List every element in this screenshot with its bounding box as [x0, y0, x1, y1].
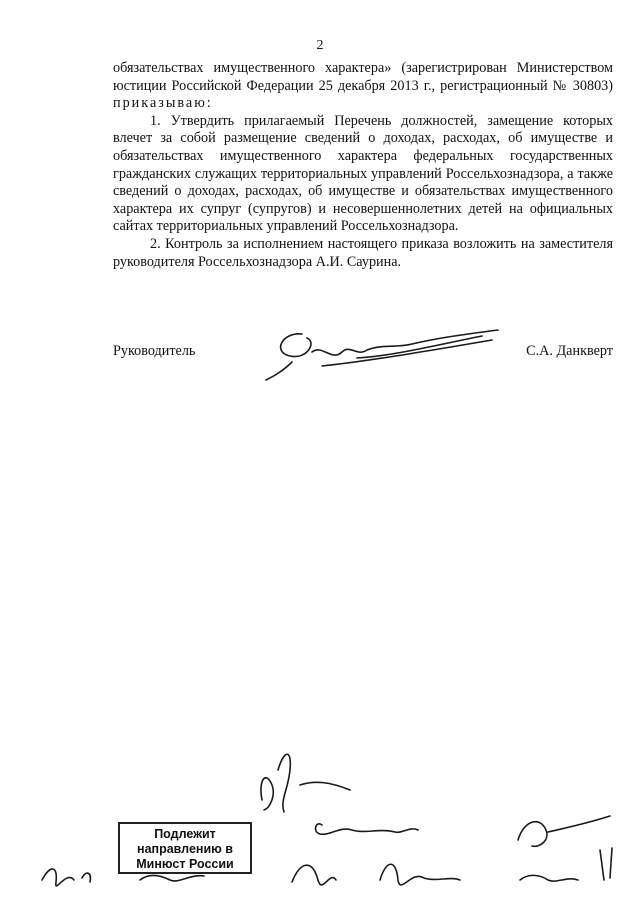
stamp-line-3: Минюст России: [136, 857, 234, 871]
order-word: приказываю:: [113, 95, 213, 112]
document-body: [113, 60, 613, 271]
approval-signatures: [0, 730, 640, 905]
signatory-title: Руководитель: [113, 343, 196, 359]
page-number: 2: [316, 38, 324, 53]
intro-text: обязательствах имущественного характера» (зарегистрирован Министерством юстиции Российской Федерации 25 декабря 2013 г., регистрационный № 30803): [113, 60, 613, 94]
handwritten-signature: [262, 322, 502, 382]
paragraph-item-2: 2. Контроль за исполнением настоящего приказа возложить на заместителя руководителя Россельхознадзора А.И. Саурина.: [113, 235, 613, 270]
signatory-name: С.А. Данкверт: [526, 343, 613, 359]
ministry-stamp: [118, 822, 252, 874]
stamp-line-1: Подлежит: [154, 827, 216, 841]
paragraph-intro: [113, 60, 613, 113]
paragraph-item-1: 1. Утвердить прилагаемый Перечень должностей, замещение которых влечет за собой размещение сведений о доходах, расходах, об имуществе и обязательствах имущественного характера федеральных государственных гражданских служащих территориальных управлений Россельхознадзора, а также сведений о доходах, расходах, об имуществе и обязательствах имущественного характера их супруг (супругов) и несовершеннолетних детей на официальных сайтах территориальных управлений Россельхознадзора.: [113, 112, 613, 235]
stamp-line-2: направлению в: [137, 842, 233, 856]
